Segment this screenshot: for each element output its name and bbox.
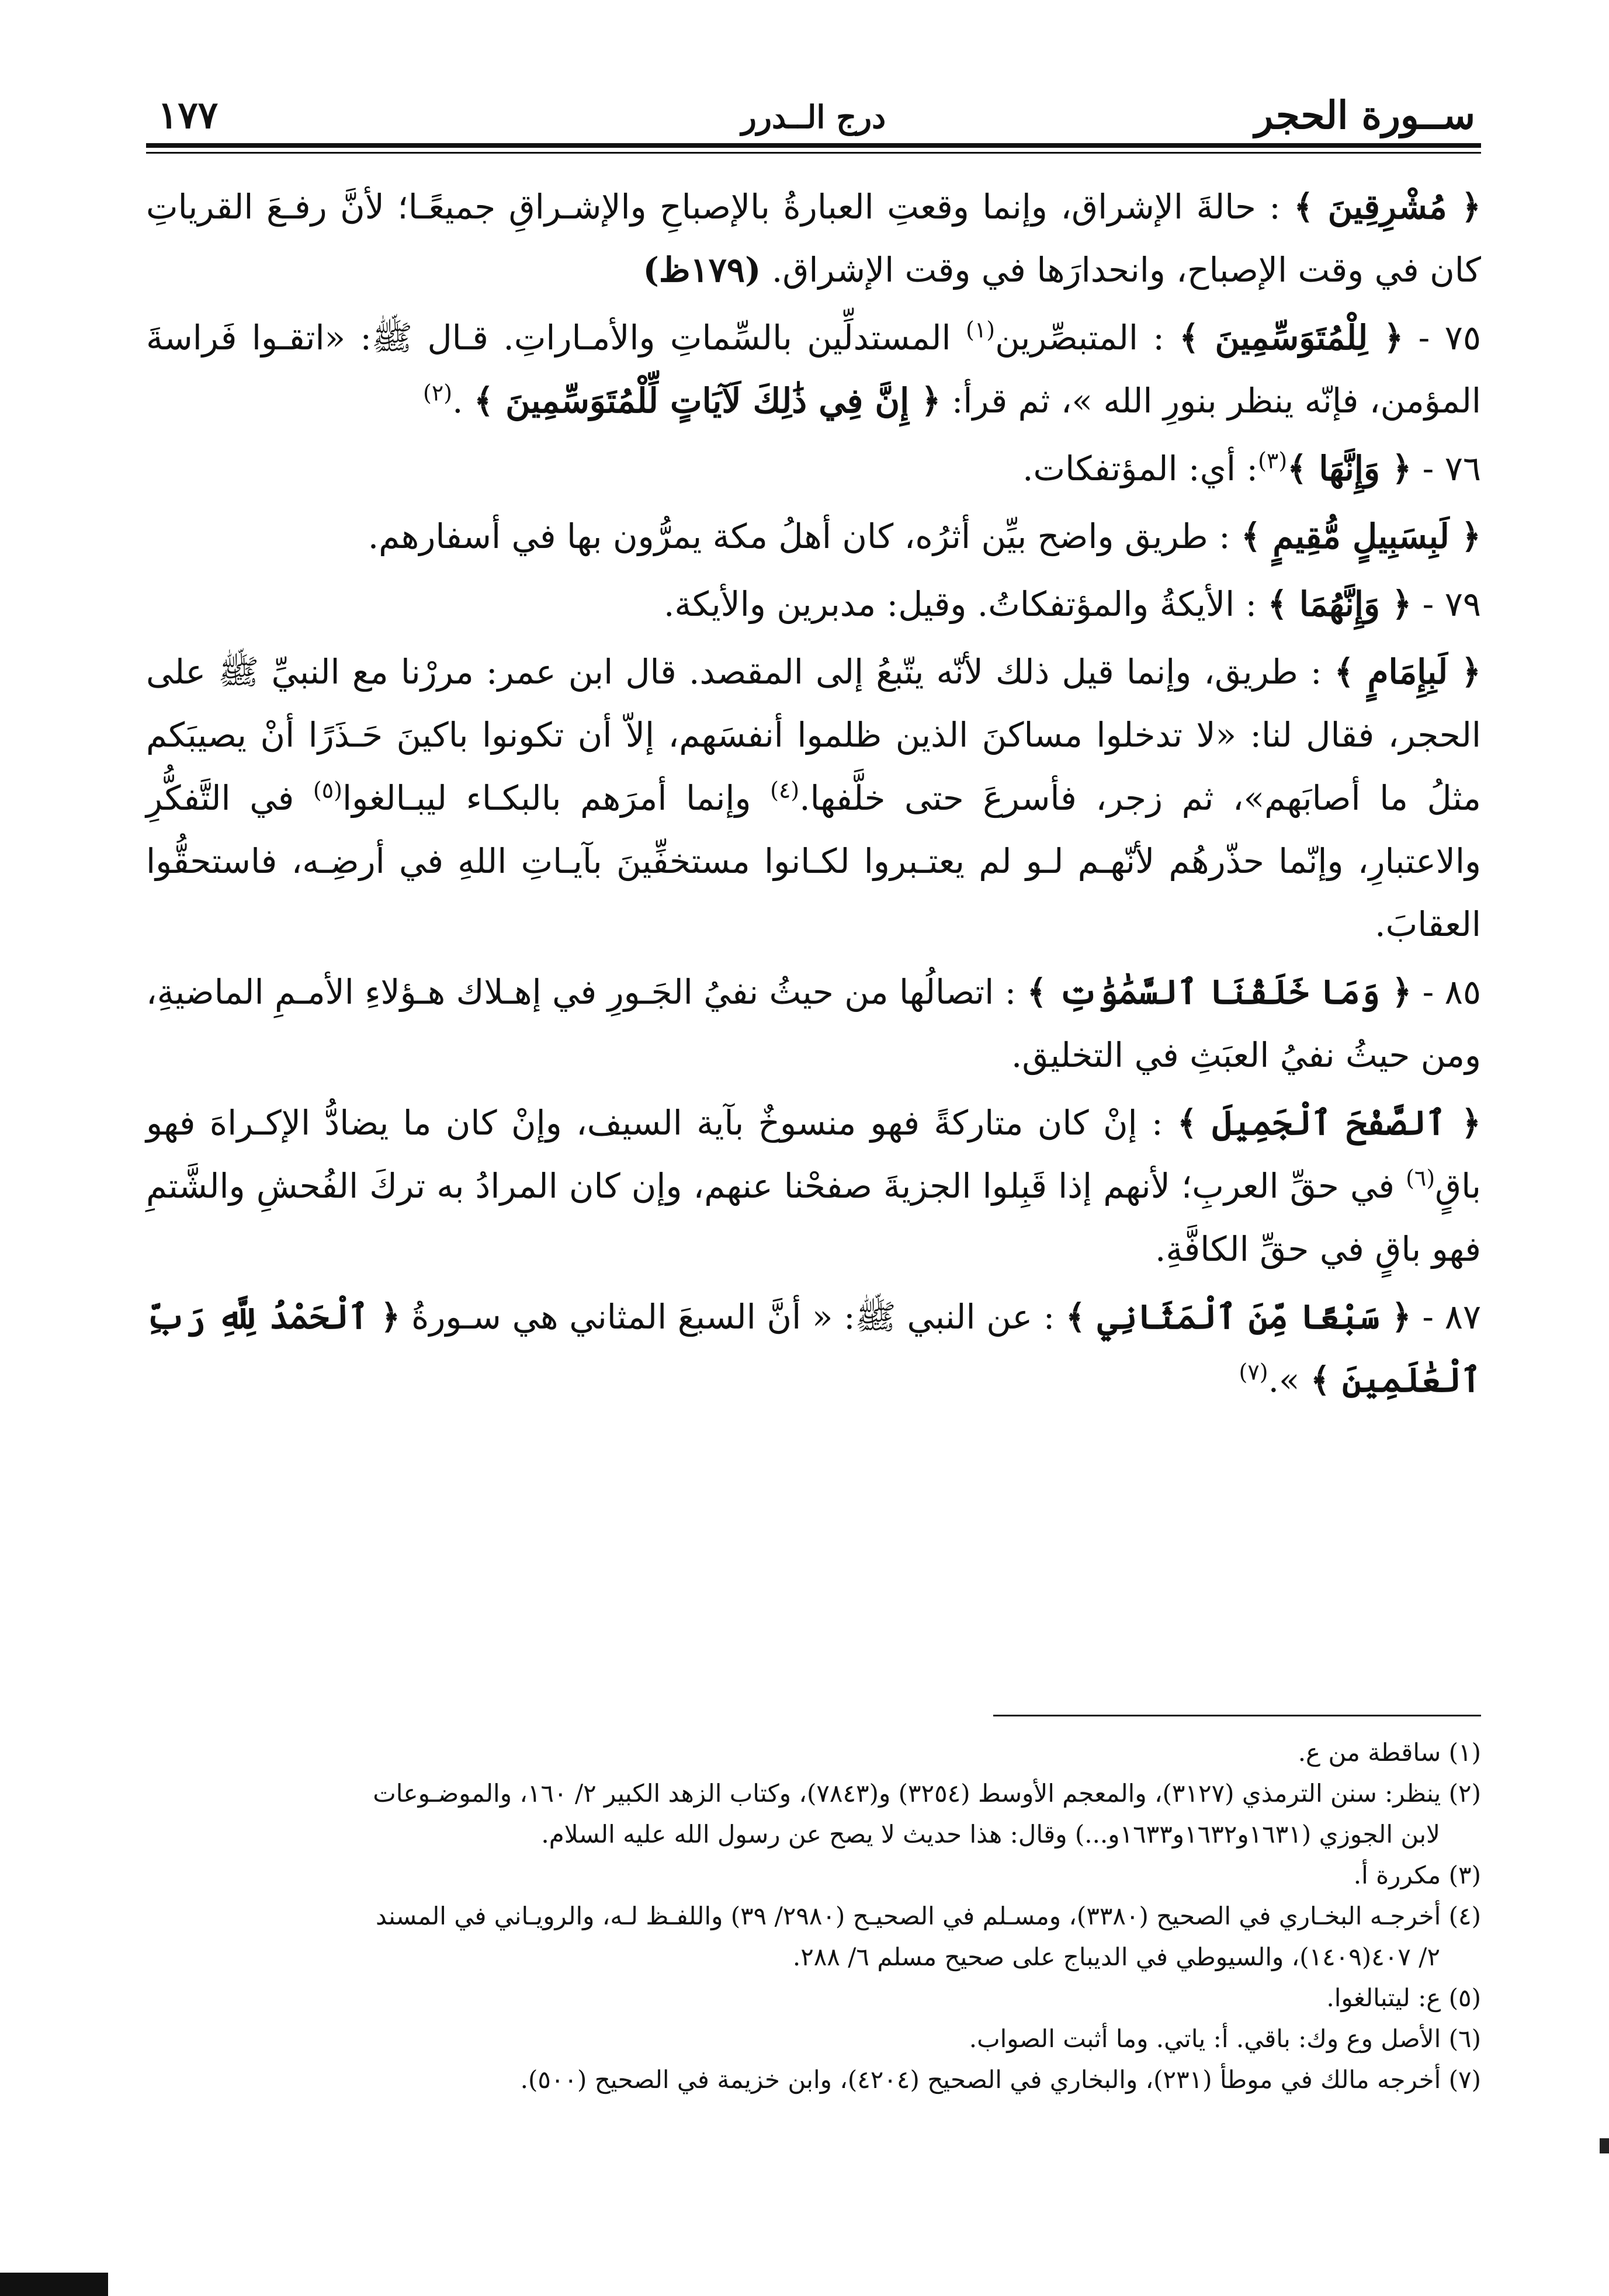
quran-term: ﴿ مُشْرِقِينَ ﴾ xyxy=(1294,187,1481,227)
footnote-4-continued: ٢/ ٤٠٧(١٤٠٩)، والسيوطي في الديباج على صحيح مسلم ٦/ ٢٨٨. xyxy=(792,1943,1440,1971)
quran-quote: ﴿ إِنَّ فِي ذَٰلِكَ لَآيَاتٍ لِّلْمُتَوَسِّمِينَ ﴾ xyxy=(473,381,941,421)
paragraph-verse-87 xyxy=(146,1285,1481,1411)
verse-number: ٧٩ - xyxy=(1412,584,1481,624)
footnote-3: (٣) مكررة أ. xyxy=(1353,1861,1481,1889)
paragraph-text: في التَّفكُّرِ والاعتبارِ، وإنّما حذّرهُم لأنّهـم لـو لم يعتـبروا لكـانوا مستخفِّينَ بآيـاتِ اللهِ في أرضِـه، فاستحقُّوا العقابَ. xyxy=(146,778,1481,944)
paragraph-verse-85 xyxy=(146,960,1481,1087)
verse-number: ٨٧ - xyxy=(1411,1297,1482,1337)
footnote-7: (٧) أخرجه مالك في موطأ (٢٣١)، والبخاري في الصحيح (٤٢٠٤)، وابن خزيمة في الصحيح (٥٠٠). xyxy=(520,2065,1481,2094)
footnote-4: (٤) أخرجـه البخـاري في الصحيح (٣٣٨٠)، ومسـلم في الصحيـح (٢٩٨٠/ ٣٩) واللفـظ لـه، والرويـاني في المسند xyxy=(376,1902,1481,1930)
paragraph-text: المستدلِّين بالسِّماتِ والأمـاراتِ. قـال ﷺ: «اتقـوا فَراسةَ المؤمن، فإنّه ينظر بنورِ الله »، ثم قرأ: xyxy=(146,318,1481,421)
paragraph-text: وإنما أمرَهم بالبكـاء ليبـالغوا xyxy=(342,778,771,818)
quran-quote: ﴿ ٱلْحَمْدُ لِلَّهِ رَبِّ ٱلْعَٰلَمِينَ ﴾ xyxy=(146,1297,1481,1400)
quran-term: ﴿ وَإِنَّهَا ﴾ xyxy=(1287,449,1412,488)
scan-artifact-mark xyxy=(1600,2138,1609,2153)
footnote-2: (٢) ينظر: سنن الترمذي (٣١٢٧)، والمعجم الأوسط (٣٢٥٤) و(٧٨٤٣)، وكتاب الزهد الكبير ٢/ ١٦٠، والموضـوعات xyxy=(373,1779,1481,1808)
verse-number: ٧٥ - xyxy=(1403,318,1481,358)
paragraph-verse-76 xyxy=(146,437,1481,500)
paragraph-text: : الأيكةُ والمؤتفكاتُ. وقيل: مدبرين والأيكة. xyxy=(663,584,1268,624)
footnote-separator xyxy=(993,1715,1481,1716)
paragraph-verse-79 xyxy=(146,573,1481,636)
quran-term: ﴿ ٱلصَّفْحَ ٱلْجَمِيلَ ﴾ xyxy=(1177,1103,1482,1143)
paragraph-text: : طريق، وإنما قيل ذلك لأنّه يتّبعُ إلى المقصد. قال ابن عمر: مررْنا مع النبيِّ ﷺ على الحجر، فقال لنا: «لا تدخلوا مساكنَ الذين ظلموا أنفسَهم، إلاّ أن تكونوا باكينَ حَـذَرًا أنْ يصيبَكم مثلُ ما أصابَهم»، ثم زجر، فأسرعَ حتى خلَّفها. xyxy=(146,652,1482,818)
paragraph-imam-mubin xyxy=(146,640,1481,956)
book-title: درج الــدرر xyxy=(741,98,886,136)
footnote-1: (١) ساقطة من ع. xyxy=(1298,1738,1481,1767)
paragraph-text: في حقِّ العربِ؛ لأنهم إذا قَبِلوا الجزيةَ صفحْنا عنهم، وإن كان المرادُ به تركَ الفُحشِ والشَّتمِ فهو باقٍ في حقِّ الكافَّةِ. xyxy=(146,1166,1481,1269)
quran-term: ﴿ لَبِإِمَامٍ ﴾ xyxy=(1334,652,1481,692)
paragraph-text: ». xyxy=(1268,1360,1310,1400)
paragraph-text: : طريق واضح بيِّن أثرُه، كان أهلُ مكة يمرُّون بها في أسفارهم. xyxy=(367,516,1242,556)
quran-term: ﴿ لَبِسَبِيلٍ مُّقِيمٍ ﴾ xyxy=(1241,516,1481,556)
header-rule-thin xyxy=(146,152,1481,154)
footnote-5: (٥) ع: ليتبالغوا. xyxy=(1326,1983,1481,2012)
quran-term: ﴿ وَمَا خَلَقْنَا ٱلسَّمَٰوَٰتِ ﴾ xyxy=(1027,972,1412,1012)
paragraph-safh-jamil xyxy=(146,1091,1481,1281)
footnote-ref: (٦) xyxy=(1406,1165,1435,1191)
paragraph-text: : حالةَ الإشراق، وإنما وقعتِ العبارةُ بالإصباحِ والإشـراقِ جميعًـا؛ لأنَّ رفـعَ القرياتِ كان في وقت الإصباح، وانحدارَها في وقت الإشراق. xyxy=(146,187,1481,290)
verse-number: ٨٥ - xyxy=(1412,972,1481,1012)
quran-term: ﴿ وَإِنَّهُمَا ﴾ xyxy=(1267,584,1412,624)
paragraph-sabil-muqim xyxy=(146,505,1481,568)
surah-name: ســورة الحجر xyxy=(1254,92,1475,138)
running-header xyxy=(146,88,1481,152)
footnote-ref: (١) xyxy=(966,317,996,343)
footnote-ref: (٥) xyxy=(313,777,342,803)
main-text xyxy=(146,175,1481,1416)
paragraph-verse-75 xyxy=(146,306,1481,432)
footnote-ref: (٢) xyxy=(423,380,453,406)
footnote-ref: (٣) xyxy=(1258,448,1288,474)
footnote-ref: (٤) xyxy=(770,777,800,803)
quran-term: ﴿ سَبْعًا مِّنَ ٱلْمَثَانِي ﴾ xyxy=(1066,1297,1412,1337)
paragraph-mushriqin xyxy=(146,175,1481,301)
folio-marker: (١٧٩ظ) xyxy=(643,250,761,290)
paragraph-text: : عن النبي ﷺ: « أنَّ السبعَ المثاني هي سـورةُ xyxy=(400,1297,1066,1337)
paragraph-text: : أي: المؤتفكات. xyxy=(1022,449,1258,488)
paragraph-text: : اتصالُها من حيثُ نفيُ الجَـورِ في إهـلاك هـؤلاءِ الأمـمِ الماضيةِ، ومن حيثُ نفيُ العبَثِ في التخليق. xyxy=(146,972,1481,1075)
header-rule-thick xyxy=(146,143,1481,148)
footnote-ref: (٧) xyxy=(1239,1359,1268,1385)
page-number: ١٧٧ xyxy=(158,93,219,137)
verse-number: ٧٦ - xyxy=(1412,449,1481,488)
paragraph-text: . xyxy=(452,381,474,421)
paragraph-text: : إنْ كان متاركةً فهو منسوخٌ بآية السيف، وإنْ كان ما يضادُّ الإكـراهَ فهو باقٍ xyxy=(146,1103,1481,1206)
footnotes xyxy=(146,1732,1481,2100)
footnote-6: (٦) الأصل وع وك: باقي. أ: ياتي. وما أثبت الصواب. xyxy=(969,2024,1481,2053)
paragraph-text: : المتبصِّرين xyxy=(995,318,1180,358)
footnote-2-continued: لابن الجوزي (١٦٣١و١٦٣٢و١٦٣٣و...) وقال: هذا حديث لا يصح عن رسول الله عليه السلام. xyxy=(541,1820,1440,1848)
scan-artifact-mark xyxy=(0,2273,108,2296)
quran-term: ﴿ لِلْمُتَوَسِّمِينَ ﴾ xyxy=(1179,318,1404,358)
